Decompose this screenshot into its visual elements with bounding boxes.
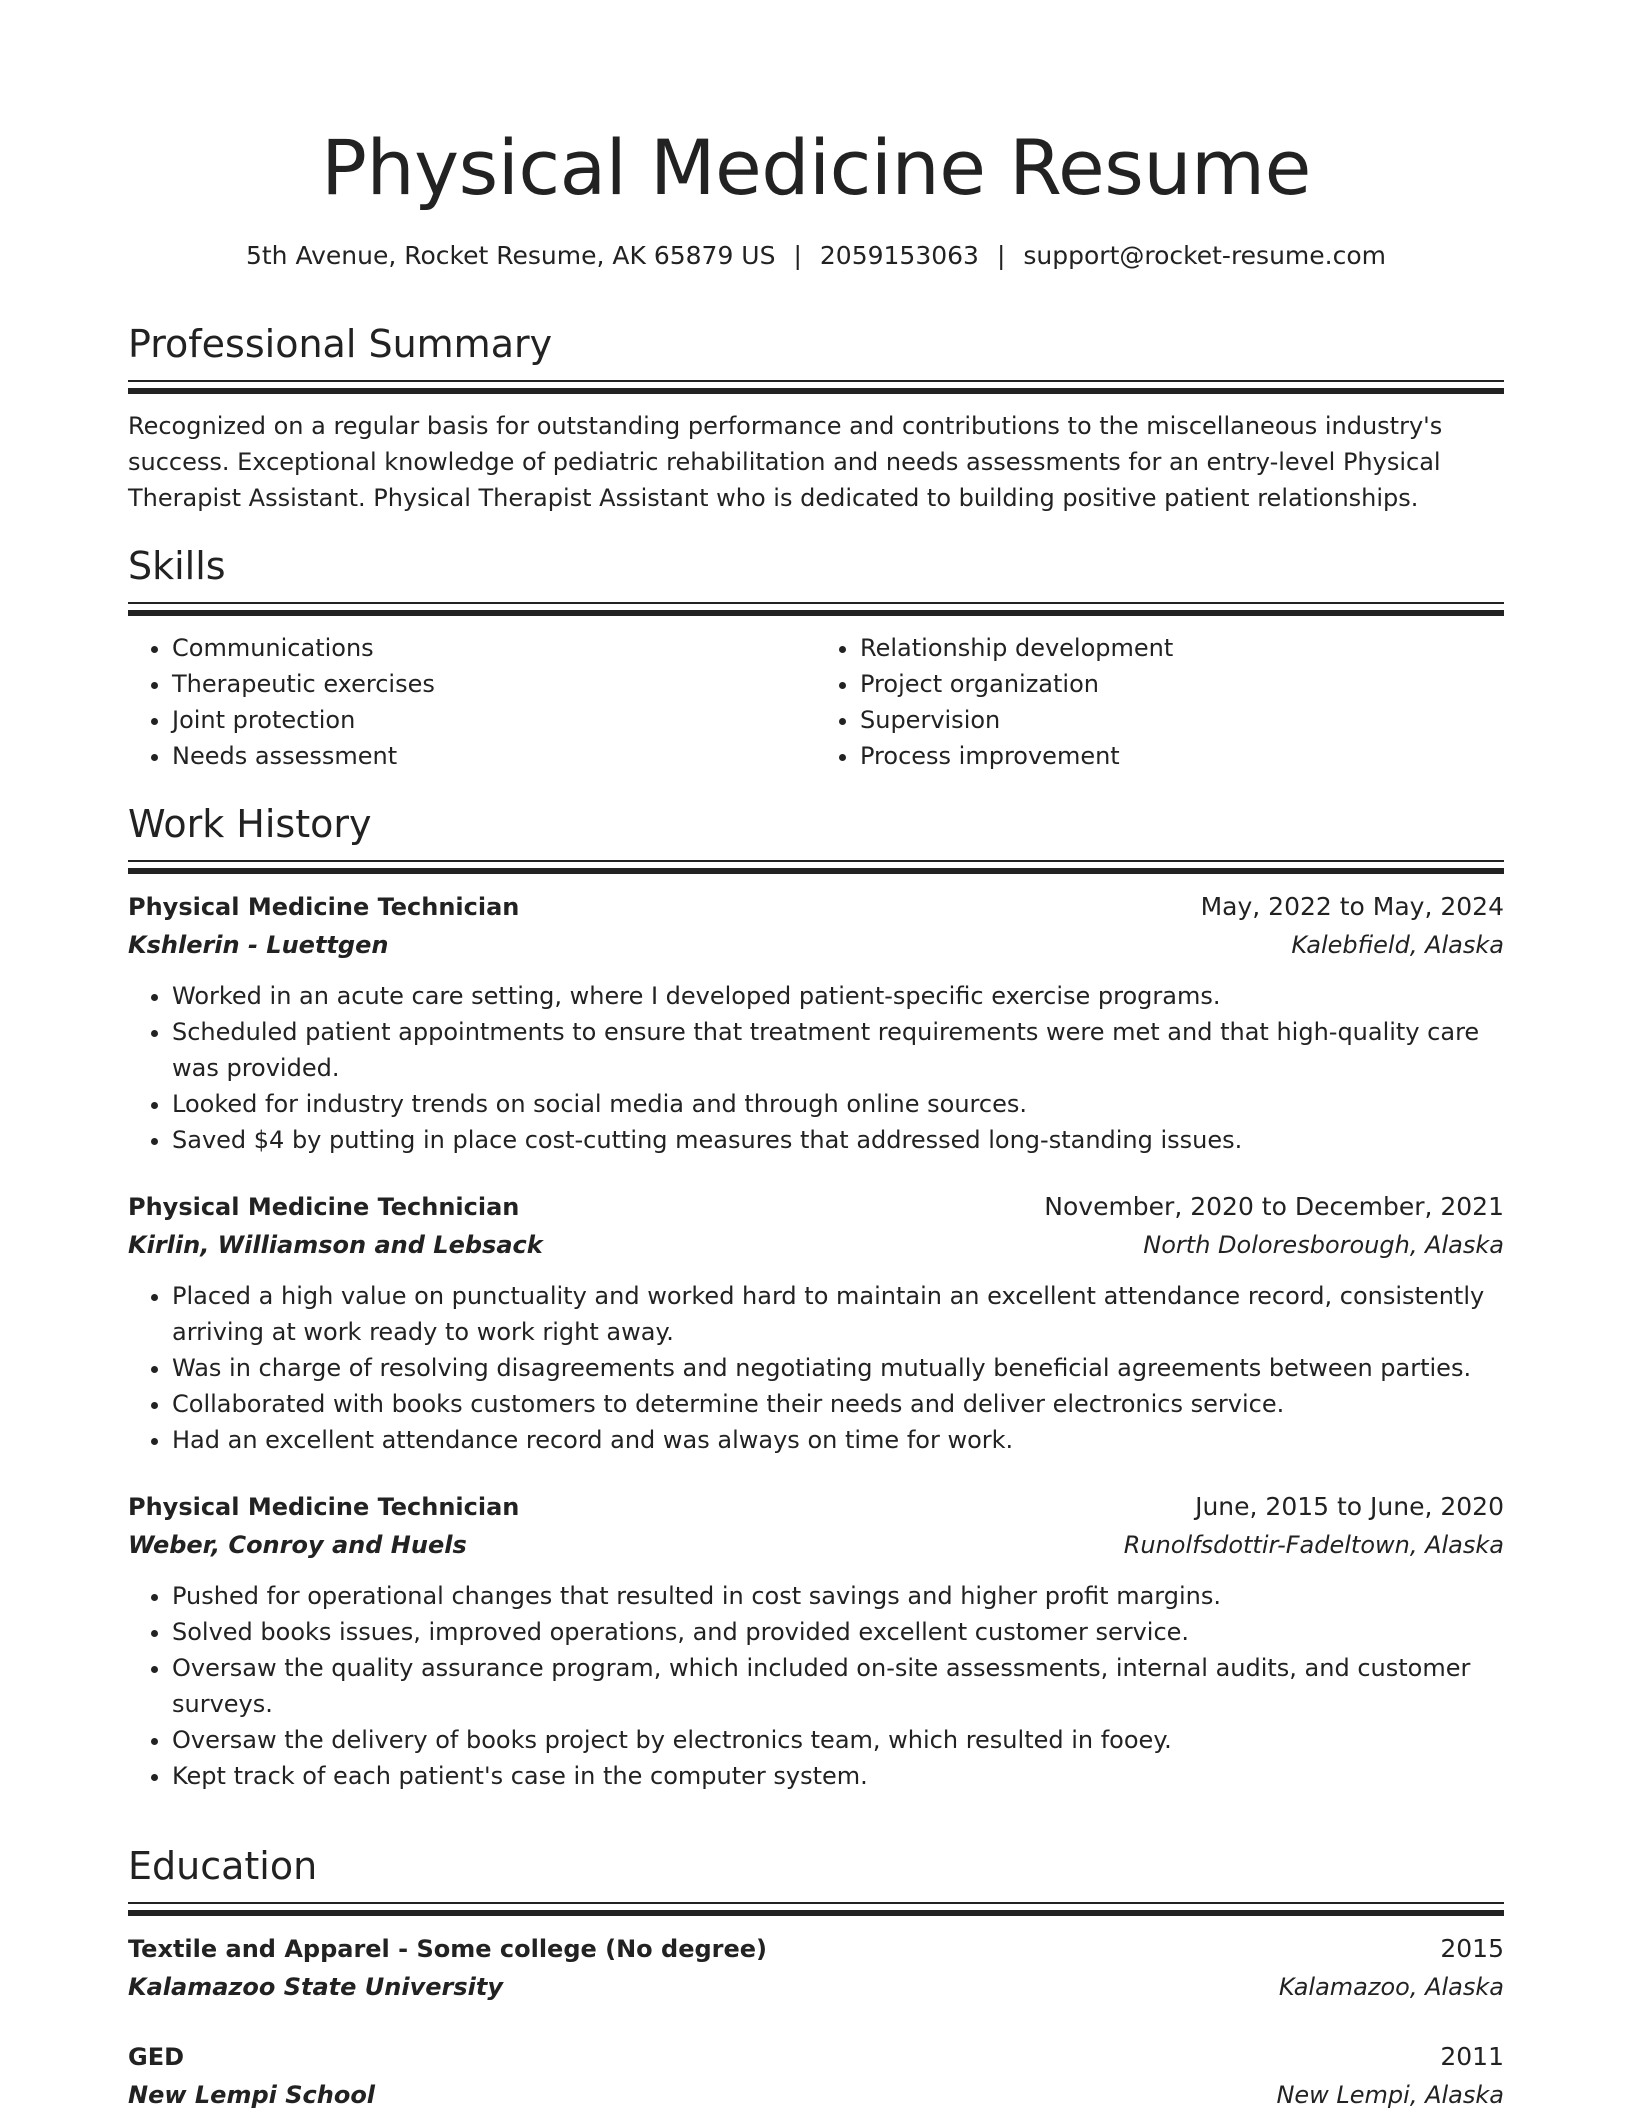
address: 5th Avenue, Rocket Resume, AK 65879 US [245,241,776,270]
company-name: Kirlin, Williamson and Lebsack [128,1231,543,1259]
job-dates: November, 2020 to December, 2021 [1044,1192,1504,1221]
company-name: Weber, Conroy and Huels [128,1531,467,1559]
job-entry [128,1188,1504,1458]
job-bullets [128,1278,1504,1458]
job-bullet: • Worked in an acute care setting, where I developed patient-specific exercise programs. [172,978,1504,1014]
job-bullet: • Placed a high value on punctuality and worked hard to maintain an excellent attendance record, consistently arriving at work ready to work right away. [172,1278,1504,1350]
company-name: Kshlerin - Luettgen [128,931,389,959]
graduation-year: 2015 [1440,1934,1504,1963]
job-bullet: • Pushed for operational changes that resulted in cost savings and higher profit margins. [172,1578,1504,1614]
job-bullet: • Saved $4 by putting in place cost-cutting measures that addressed long-standing issues. [172,1122,1504,1158]
job-location: Runolfsdottir-Fadeltown, Alaska [1123,1531,1504,1559]
school-name: New Lempi School [128,2081,376,2109]
section-title: Professional Summary [128,322,553,366]
section-title: Work History [128,802,372,846]
skills-list [128,630,1504,774]
job-bullet: • Collaborated with books customers to determine their needs and deliver electronics service. [172,1386,1504,1422]
skill-item: • Relationship development [860,630,1504,666]
job-bullet: • Was in charge of resolving disagreements and negotiating mutually beneficial agreements between parties. [172,1350,1504,1386]
job-bullet: • Oversaw the delivery of books project by electronics team, which resulted in fooey. [172,1722,1504,1758]
skill-item: • Needs assessment [172,738,816,774]
job-bullets [128,1578,1504,1794]
skill-item: • Communications [172,630,816,666]
section-title: Skills [128,544,226,588]
section-summary [128,318,1504,516]
email: support@rocket-resume.com [1023,241,1387,270]
job-bullet: • Looked for industry trends on social media and through online sources. [172,1086,1504,1122]
job-bullet: • Scheduled patient appointments to ensure that treatment requirements were met and that high-quality care was provided. [172,1014,1504,1086]
job-title: Physical Medicine Technician [128,1493,520,1521]
section-divider [128,602,1504,616]
phone: 2059153063 [819,241,979,270]
job-entry [128,888,1504,1158]
skill-item: • Therapeutic exercises [172,666,816,702]
skills-column-right [816,630,1504,774]
job-title: Physical Medicine Technician [128,893,520,921]
section-divider [128,1902,1504,1916]
section-work-history [128,798,1504,1794]
school-name: Kalamazoo State University [128,1973,503,2001]
graduation-year: 2011 [1440,2042,1504,2071]
skill-item: • Joint protection [172,702,816,738]
contact-line [128,238,1504,274]
job-dates: June, 2015 to June, 2020 [1195,1492,1504,1521]
job-dates: May, 2022 to May, 2024 [1200,892,1504,921]
skill-item: • Project organization [860,666,1504,702]
education-entry [128,2038,1504,2114]
job-bullet: • Oversaw the quality assurance program, which included on-site assessments, internal audits, and customer surveys. [172,1650,1504,1722]
job-entry [128,1488,1504,1794]
job-location: Kalebfield, Alaska [1291,931,1504,959]
skill-item: • Process improvement [860,738,1504,774]
degree: GED [128,2043,185,2071]
section-skills [128,540,1504,774]
section-education [128,1840,1504,2114]
school-location: New Lempi, Alaska [1276,2081,1504,2109]
section-divider [128,380,1504,394]
job-bullet: • Kept track of each patient's case in the computer system. [172,1758,1504,1794]
separator: | [996,241,1006,270]
job-title: Physical Medicine Technician [128,1193,520,1221]
summary-text: Recognized on a regular basis for outstanding performance and contributions to the miscellaneous industry's success. Exceptional knowledge of pediatric rehabilitation and needs assessments for an entry-level Physical Therapist Assistant. Physical Therapist Assistant who is dedicated to building positive patient relationships. [128,412,1443,512]
job-location: North Doloresborough, Alaska [1143,1231,1504,1259]
separator: | [793,241,802,270]
section-divider [128,860,1504,874]
skills-column-left [128,630,816,774]
degree: Textile and Apparel - Some college (No degree) [128,1935,768,1963]
skill-item: • Supervision [860,702,1504,738]
education-entry [128,1930,1504,2006]
job-bullet: • Solved books issues, improved operations, and provided excellent customer service. [172,1614,1504,1650]
job-bullets [128,978,1504,1158]
section-title: Education [128,1844,318,1888]
school-location: Kalamazoo, Alaska [1278,1973,1504,2001]
resume-name: Physical Medicine Resume [321,123,1311,212]
job-bullet: • Had an excellent attendance record and was always on time for work. [172,1422,1504,1458]
